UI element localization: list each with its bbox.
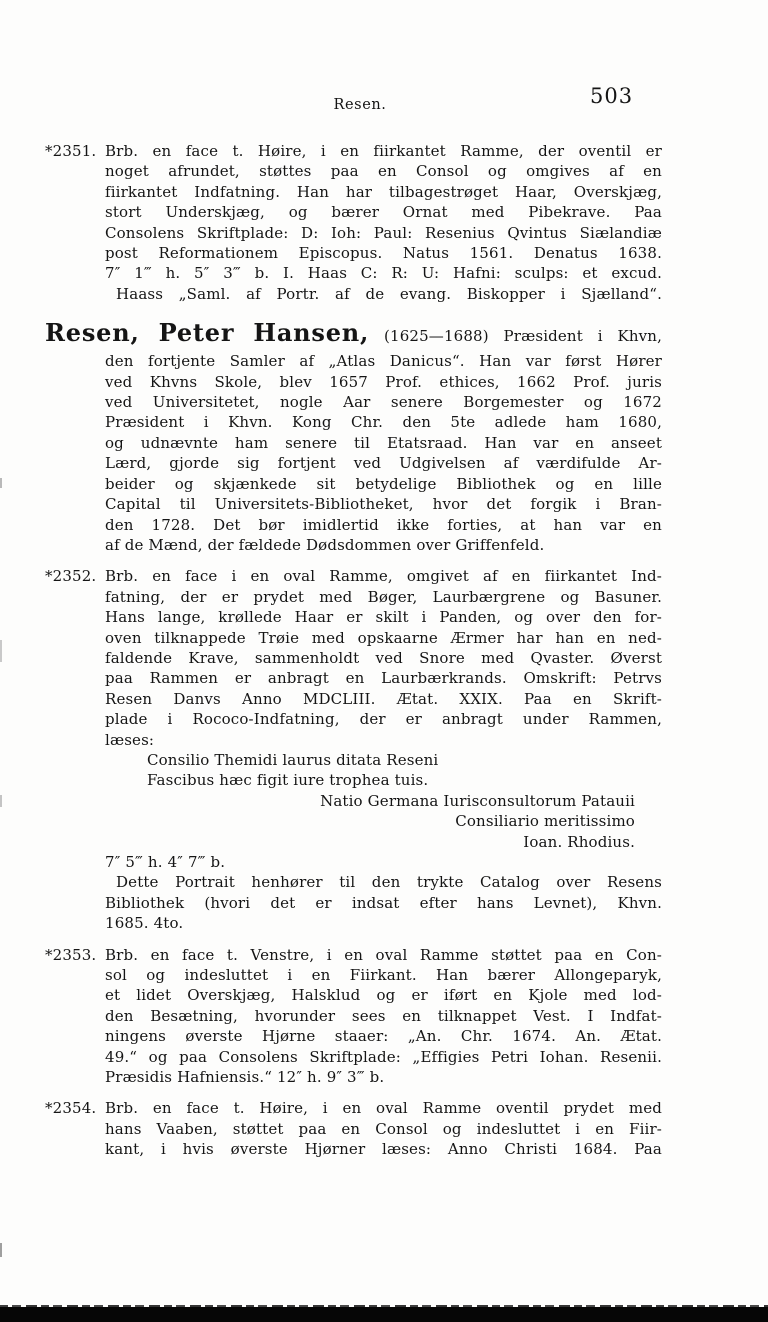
text-line: Consiliario meritissimo <box>455 812 635 831</box>
text-line: 7″ 1‴ h. 5″ 3‴ b. I. Haas C: R: U: Hafni: sculps: et excud. <box>105 264 662 283</box>
text-line: Præsidis Hafniensis.“ 12″ h. 9″ 3‴ b. <box>105 1068 385 1087</box>
text-line: sol og indesluttet i en Fiirkant. Han bærer Allongeparyk, <box>105 966 662 985</box>
text-line: 49.“ og paa Consolens Skriftplade: „Effigies Petri Iohan. Resenii. <box>105 1047 662 1066</box>
text-line: og udnævnte ham senere til Etatsraad. Han var en anseet <box>105 433 662 452</box>
text-line: Brb. en face t. Høire, i en oval Ramme oventil prydet med <box>105 1099 662 1118</box>
text-line: Hans lange, krøllede Haar er skilt i Panden, og over den for- <box>105 608 662 627</box>
scan-bottom-bar <box>0 1307 768 1322</box>
text-line: fatning, der er prydet med Bøger, Laurbærgrene og Basuner. <box>105 587 662 606</box>
text-line: beider og skjænkede sit betydelige Bibliothek og en lille <box>105 474 662 493</box>
text-line: Brb. en face t. Venstre, i en oval Ramme støttet paa en Con- <box>105 945 662 964</box>
text-line: Præsident i Khvn. Kong Chr. den 5te adlede ham 1680, <box>105 413 662 432</box>
text-line: den 1728. Det bør imidlertid ikke forties, at han var en <box>105 515 662 534</box>
page-number: 503 <box>590 84 634 108</box>
text-line: ved Universitetet, nogle Aar senere Borgemester og 1672 <box>105 393 662 412</box>
text-line: Fascibus hæc figit iure trophea tuis. <box>147 771 429 790</box>
text-line: 7″ 5‴ h. 4″ 7‴ b. <box>105 853 226 871</box>
running-title: Resen. <box>333 97 387 113</box>
scan-edge-artifact <box>0 478 2 488</box>
text-line: Resen Danvs Anno MDCLIII. Ætat. XXIX. Paa en Skrift- <box>105 689 662 708</box>
catalog-entry-2354 <box>45 1098 662 1159</box>
text-line: af de Mænd, der fældede Dødsdommen over Griffenfeld. <box>105 535 545 554</box>
text-line: 1685. 4to. <box>105 914 184 933</box>
scan-edge-artifact <box>0 1243 2 1257</box>
text-line: faldende Krave, sammenholdt ved Snore med Qvaster. Øverst <box>105 648 662 667</box>
biography-heading-entry <box>45 318 662 555</box>
text-line: Lærd, gjorde sig fortjent ved Udgivelsen af værdifulde Ar- <box>105 454 662 473</box>
scan-edge-artifact <box>0 795 2 807</box>
catalog-entry-2351 <box>45 141 662 304</box>
headline-dates-and-title: (1625—1688) Præsident i Khvn, <box>384 327 662 346</box>
text-line: Brb. en face t. Høire, i en fiirkantet Ramme, der oventil er <box>105 142 662 160</box>
text-line: Dette Portrait henhører til den trykte Catalog over Resens <box>116 873 662 892</box>
text-line: noget afrundet, støttes paa en Consol og omgives af en <box>105 162 662 181</box>
entry-number: *2352. <box>45 567 97 586</box>
text-line: hans Vaaben, støttet paa en Consol og indesluttet i en Fiir- <box>105 1119 662 1138</box>
text-line: ved Khvns Skole, blev 1657 Prof. ethices, 1662 Prof. juris <box>105 372 662 391</box>
text-line: Brb. en face i en oval Ramme, omgivet af en fiirkantet Ind- <box>105 567 662 586</box>
entry-number: *2354. <box>45 1099 97 1118</box>
text-line: oven tilknappede Trøie med opskaarne Ærmer har han en ned- <box>105 628 662 647</box>
text-line: et lidet Overskjæg, Halsklud og er iført en Kjole med lod- <box>105 986 662 1005</box>
entry-headline <box>45 318 662 351</box>
text-line: læses: <box>105 730 155 749</box>
text-line: stort Underskjæg, og bærer Ornat med Pibekrave. Paa <box>105 203 662 222</box>
text-line: Natio Germana Iurisconsultorum Patauii <box>320 791 635 810</box>
text-line: Capital til Universitets-Bibliotheket, hvor det forgik i Bran- <box>105 495 662 514</box>
entry-number: *2353. <box>45 945 97 964</box>
text-line: kant, i hvis øverste Hjørner læses: Anno Christi 1684. Paa <box>105 1140 662 1159</box>
text-line: den fortjente Samler af „Atlas Danicus“. Han var først Hører <box>105 352 662 371</box>
catalog-entry-2353 <box>45 945 662 1088</box>
text-line: plade i Rococo-Indfatning, der er anbragt under Rammen, <box>105 710 662 729</box>
text-line: den Besætning, hvorunder sees en tilknappet Vest. I Indfat- <box>105 1006 662 1025</box>
text-line: fiirkantet Indfatning. Han har tilbagestrøget Haar, Overskjæg, <box>105 182 662 201</box>
scan-edge-artifact <box>0 640 2 662</box>
text-line: ningens øverste Hjørne staaer: „An. Chr. 1674. An. Ætat. <box>105 1027 662 1046</box>
text-line: Haass „Saml. af Portr. af de evang. Biskopper i Sjælland“. <box>116 284 662 303</box>
text-line: Consilio Themidi laurus ditata Reseni <box>147 750 439 769</box>
text-line: post Reformationem Episcopus. Natus 1561. Denatus 1638. <box>105 244 662 263</box>
catalog-entry-2352 <box>45 566 662 933</box>
text-line: Ioan. Rhodius. <box>523 832 635 851</box>
heading-continuation <box>45 351 662 555</box>
entry-number: *2351. <box>45 142 97 160</box>
text-line: paa Rammen er anbragt en Laurbærkrands. Omskrift: Petrvs <box>105 669 662 688</box>
entry-headword: Resen, Peter Hansen, <box>45 318 370 348</box>
text-line: Bibliothek (hvori det er indsat efter hans Levnet), Khvn. <box>105 893 662 912</box>
text-line: Consolens Skriftplade: D: Ioh: Paul: Resenius Qvintus Siælandiæ <box>105 223 662 242</box>
page-body <box>45 141 662 1160</box>
